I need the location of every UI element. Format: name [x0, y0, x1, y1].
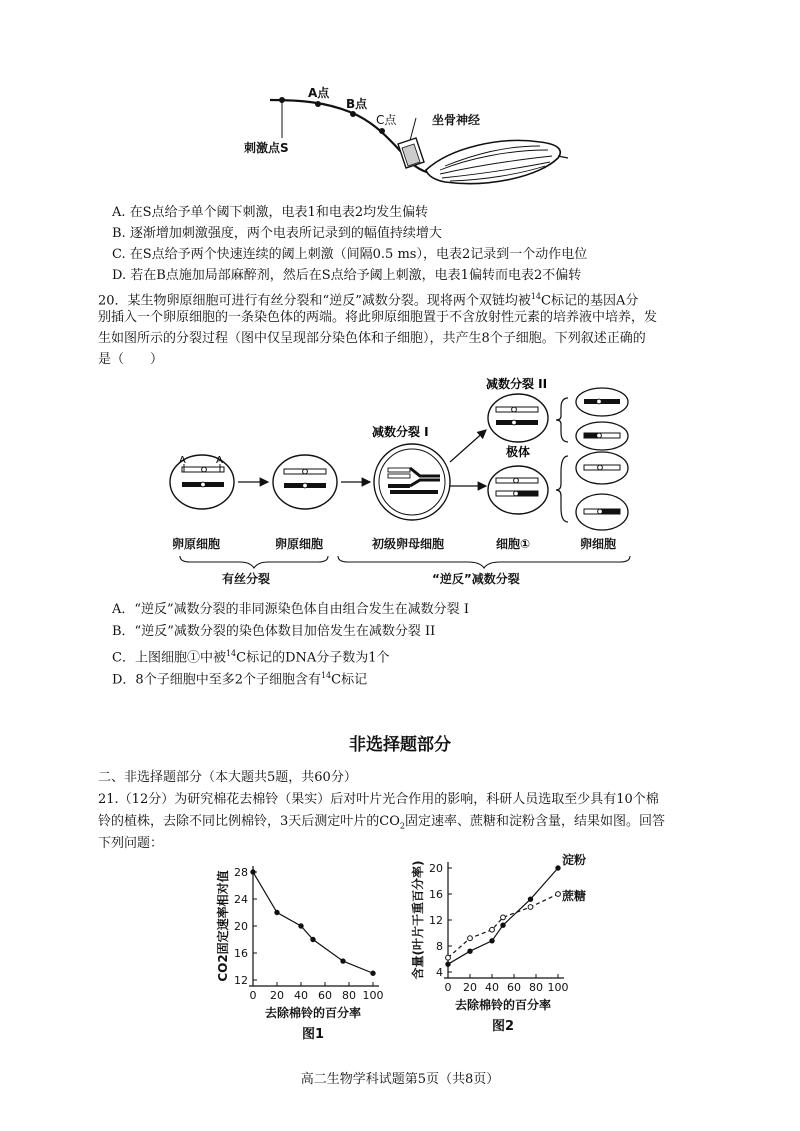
point-a-label: A点	[308, 86, 330, 100]
chart1-x-tick-label: 20	[270, 989, 284, 1002]
q20-option-a: A．“逆反”减数分裂的非同源染色体自由组合发生在减数分裂 I	[112, 602, 469, 617]
chart1-point	[275, 910, 279, 914]
chart2-point	[446, 962, 450, 966]
chart2-series-label-1: 蔗糖	[562, 889, 587, 903]
q19-option-d: D. 若在B点施加局部麻醉剂，然后在S点给予阈上刺激，电表1偏转而电表2不偏转	[112, 268, 582, 283]
chart2-x-tick-label: 80	[529, 981, 543, 994]
chart2-x-tick-label: 20	[463, 981, 477, 994]
q21-line-1: 21.（12分）为研究棉花去棉铃（果实）后对叶片光合作用的影响，科研人员选取至少具有10个棉	[98, 792, 659, 807]
chart1-x-label: 去除棉铃的百分率	[264, 1006, 362, 1020]
chart1-point	[299, 924, 303, 928]
chart1-y-tick-label: 24	[234, 893, 248, 906]
chart1-title: 图1	[301, 1027, 325, 1042]
cell-label-oogonium-1: 卵原细胞	[172, 537, 221, 551]
q21-line-3: 下列问题：	[98, 836, 164, 851]
chart2-title: 图2	[491, 1019, 515, 1034]
gene-a-left: A	[179, 455, 186, 466]
q21-line-2: 铃的植株，去除不同比例棉铃，3天后测定叶片的$CO_2$固定速率、蔗糖和淀粉含量，结果如图。回答	[98, 814, 665, 831]
cell-label-oogonium-2: 卵原细胞	[275, 537, 324, 551]
chart2-y-label: 含量(叶片干重百分率)	[411, 860, 425, 980]
chart2-y-tick-label: 4	[436, 966, 443, 979]
q19-option-c: C. 在S点给予两个快速连续的阈上刺激（间隔0.5 ms），电表2记录到一个动作电位	[112, 247, 588, 262]
chart1-x-tick-label: 0	[249, 989, 257, 1002]
chart2-point	[446, 955, 451, 960]
q19-option-b: B. 逐渐增加刺激强度，两个电表所记录到的幅值持续增大	[112, 226, 442, 241]
q20-stem-line-2: 别插入一个卵原细胞的一条染色体的两端。将此卵原细胞置于不含放射性元素的培养液中培养，发	[98, 310, 658, 325]
cell-label-egg: 卵细胞	[580, 537, 617, 551]
page-footer: 高二生物学科试题第5页（共8页）	[300, 1072, 500, 1087]
meiosis-1-label: 减数分裂 I	[372, 425, 429, 439]
chart2-series-label-0: 淀粉	[562, 853, 587, 867]
chart1-series-line-0	[253, 872, 373, 973]
q20-stem-line-4: 是（ ）	[98, 352, 164, 367]
chart2-y-tick-label: 8	[436, 940, 443, 953]
chart2-point	[528, 897, 532, 901]
chart1-x-tick-label: 80	[342, 989, 356, 1002]
chart2-point	[468, 936, 473, 941]
chart1-point	[371, 971, 375, 975]
chart1-y-label: CO2固定速率相对值	[216, 870, 230, 982]
q20-option-b: B．“逆反”减数分裂的染色体数目加倍发生在减数分裂 II	[112, 624, 436, 639]
section-subtitle: 二、非选择题部分（本大题共5题，共60分）	[98, 770, 357, 785]
q20-stem-line-3: 生如图所示的分裂过程（图中仅呈现部分染色体和子细胞），共产生8个子细胞。下列叙述正确的	[98, 331, 646, 346]
chart2-point	[556, 892, 561, 897]
chart1-y-tick-label: 20	[234, 920, 248, 933]
chart2-x-tick-label: 40	[485, 981, 499, 994]
chart2-y-tick-label: 16	[429, 888, 443, 901]
gene-a-right: A	[216, 455, 223, 466]
chart1-y-tick-label: 12	[234, 974, 248, 987]
q20-stem-line-1: 20．某生物卵原细胞可进行有丝分裂和“逆反”减数分裂。现将两个双链均被$^{14}$C标记的基因A分	[98, 292, 639, 309]
section-title: 非选择题部分	[349, 735, 451, 755]
chart2-y-tick-label: 12	[429, 914, 443, 927]
chart1-y-tick-label: 28	[234, 866, 248, 879]
chart2-x-tick-label: 100	[547, 981, 569, 994]
chart-sugar-starch	[400, 852, 600, 1052]
polar-body-label: 极体	[506, 445, 531, 459]
chart1-x-tick-label: 40	[294, 989, 308, 1002]
chart2-point	[468, 949, 472, 953]
chart2-x-tick-label: 60	[507, 981, 521, 994]
point-b-label: B点	[346, 97, 368, 111]
chart1-point	[311, 937, 315, 941]
chart1-point	[251, 870, 255, 874]
cell-division-figure	[150, 372, 650, 594]
sciatic-nerve-figure	[240, 78, 570, 198]
q20-option-d: D．8个子细胞中至多2个子细胞含有$^{14}$C标记	[112, 671, 368, 688]
chart2-x-label: 去除棉铃的百分率	[454, 998, 552, 1012]
chart2-point	[528, 905, 533, 910]
chart1-x-tick-label: 60	[318, 989, 332, 1002]
cell-label-cell-1: 细胞①	[496, 537, 531, 551]
q19-option-a: A. 在S点给予单个阈下刺激，电表1和电表2均发生偏转	[112, 205, 429, 220]
chart2-point	[490, 939, 494, 943]
phase-reverse-meiosis-label: “逆反”减数分裂	[432, 572, 520, 586]
phase-mitosis-label: 有丝分裂	[222, 572, 271, 586]
chart1-point	[341, 959, 345, 963]
q20-option-c: C．上图细胞①中被$^{14}$C标记的DNA分子数为1个	[112, 649, 390, 666]
chart2-y-tick-label: 20	[429, 862, 443, 875]
chart2-point	[501, 923, 505, 927]
nerve-label: 坐骨神经	[432, 113, 481, 127]
chart-co2-fixation	[205, 852, 395, 1052]
chart2-point	[490, 927, 495, 932]
chart2-x-tick-label: 0	[444, 981, 452, 994]
point-c-label: C点	[376, 113, 397, 127]
chart1-x-tick-label: 100	[362, 989, 384, 1002]
chart2-point	[501, 915, 506, 920]
cell-label-primary-oocyte: 初级卵母细胞	[372, 537, 445, 551]
meiosis-2-label: 减数分裂 II	[486, 377, 548, 391]
chart1-y-tick-label: 16	[234, 947, 248, 960]
stim-point-label: 刺激点S	[244, 141, 289, 155]
chart2-point	[556, 866, 560, 870]
